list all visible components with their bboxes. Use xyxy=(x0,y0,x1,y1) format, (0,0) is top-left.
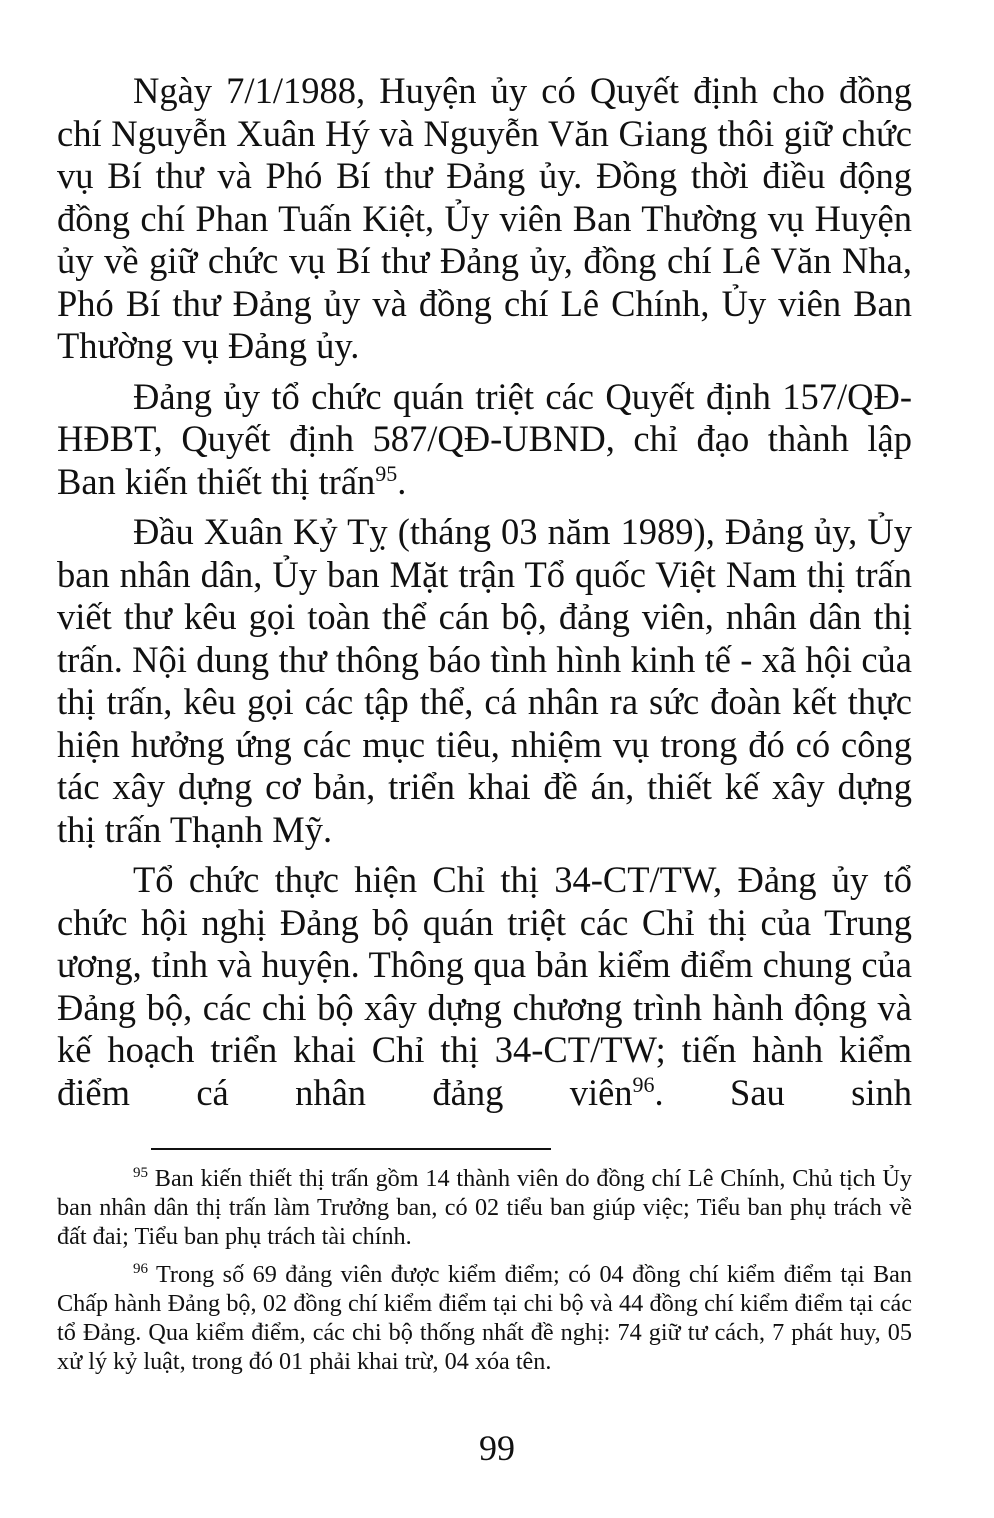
footnote-95 xyxy=(57,1164,912,1251)
paragraph-2-text: Đảng ủy tổ chức quán triệt các Quyết định 157/QĐ-HĐBT, Quyết định 587/QĐ-UBND, chỉ đạo thành lập Ban kiến thiết thị trấn xyxy=(57,375,912,502)
footnote-96 xyxy=(57,1260,912,1376)
footnote-96-number: 96 xyxy=(133,1260,148,1277)
footnote-ref-95[interactable]: 95 xyxy=(375,460,398,486)
body-text xyxy=(57,70,912,1122)
paragraph-3 xyxy=(57,511,912,851)
paragraph-4-tail: . Sau sinh xyxy=(654,1071,912,1113)
paragraph-4 xyxy=(57,859,912,1114)
footnote-divider xyxy=(151,1148,551,1150)
footnote-96-text: Trong số 69 đảng viên được kiểm điểm; có 04 đồng chí kiểm điểm tại Ban Chấp hành Đảng bộ, 02 đồng chí kiểm điểm tại chi bộ và 44 đồng chí kiểm điểm tại các tổ Đảng. Qua kiểm điểm, các chi bộ thống nhất đề nghị: 74 giữ tư cách, 7 phát huy, 05 xử lý kỷ luật, trong đó 01 phải khai trừ, 04 xóa tên. xyxy=(57,1261,912,1375)
page-number: 99 xyxy=(479,1428,515,1468)
paragraph-4-text: Tổ chức thực hiện Chỉ thị 34-CT/TW, Đảng ủy tổ chức hội nghị Đảng bộ quán triệt các Chỉ thị của Trung ương, tỉnh và huyện. Thông qua bản kiểm điểm chung của Đảng bộ, các chi bộ xây dựng chương trình hành động và kế hoạch triển khai Chỉ thị 34-CT/TW; tiến hành kiểm điểm cá nhân đảng viên xyxy=(57,859,912,1113)
footnote-ref-96[interactable]: 96 xyxy=(632,1071,655,1097)
footnote-95-text: Ban kiến thiết thị trấn gồm 14 thành viên do đồng chí Lê Chính, Chủ tịch Ủy ban nhân dân thị trấn làm Trưởng ban, có 02 tiểu ban giúp việc; Tiểu ban phụ trách về đất đai; Tiểu ban phụ trách tài chính. xyxy=(57,1165,912,1250)
paragraph-2-tail: . xyxy=(397,460,407,502)
paragraph-1 xyxy=(57,70,912,368)
paragraph-3-text: Đầu Xuân Kỷ Tỵ (tháng 03 năm 1989), Đảng ủy, Ủy ban nhân dân, Ủy ban Mặt trận Tổ quốc Việt Nam thị trấn viết thư kêu gọi toàn thể cán bộ, đảng viên, nhân dân thị trấn. Nội dung thư thông báo tình hình kinh tế - xã hội của thị trấn, kêu gọi các tập thể, cá nhân ra sức đoàn kết thực hiện hưởng ứng các mục tiêu, nhiệm vụ trong đó có công tác xây dựng cơ bản, triển khai đề án, thiết kế xây dựng thị trấn Thạnh Mỹ. xyxy=(57,511,912,850)
paragraph-2 xyxy=(57,376,912,504)
footnote-95-number: 95 xyxy=(133,1164,148,1181)
paragraph-1-text: Ngày 7/1/1988, Huyện ủy có Quyết định cho đồng chí Nguyễn Xuân Hý và Nguyễn Văn Giang thôi giữ chức vụ Bí thư và Phó Bí thư Đảng ủy. Đồng thời điều động đồng chí Phan Tuấn Kiệt, Ủy viên Ban Thường vụ Huyện ủy về giữ chức vụ Bí thư Đảng ủy, đồng chí Lê Văn Nha, Phó Bí thư Đảng ủy và đồng chí Lê Chính, Ủy viên Ban Thường vụ Đảng ủy. xyxy=(57,70,912,366)
footnotes xyxy=(57,1164,912,1385)
